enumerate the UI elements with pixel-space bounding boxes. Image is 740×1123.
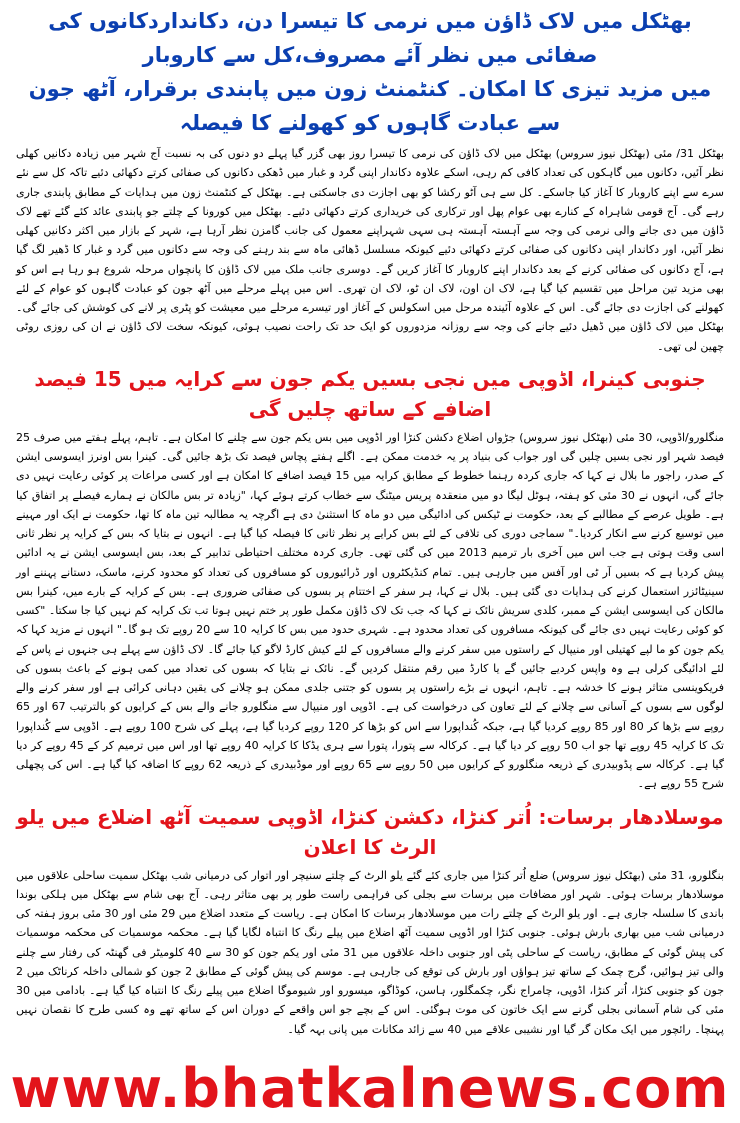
article-lockdown xyxy=(16,144,724,356)
article-bus-fare-paragraph: منگلورو/اڈوپی، 30 مئی (بھٹکل نیوز سروس) جڑواں اضلاع دکشن کنڑا اور اڈوپی میں بس یکم جون سے چلنے کا امکان ہے۔ تاہم، پہلے ہفتے میں صرف 25 فیصد شہر اور نجی بسیں چلیں گی اور جواب کی بنیاد پر یہ خدمت ممکن ہے۔ اگلے ہفتے پچاس فیصد تک بڑھ جائیں گی۔ کینرا بس اونرز ایسوسی ایشن کے صدر، راجور ما بلال نے کہا کہ جاری کردہ رہنما خطوط کے مطابق کرایہ میں 15 فیصد اضافے کا امکان ہے اور کسی مراعات پر کوئی رعایت نہیں دی جائے گی، انہوں نے 30 مئی کو ہفتہ، ہوٹل لیگا دو میں منعقدہ پریس میٹنگ سے خطاب کرتے ہوئے کہا، "زیادہ تر بس مالکان نے ہمارے فیصلے پر اتفاق کیا ہے۔ طویل عرصے کے مطالبے کے بعد، حکومت نے ٹیکس کی ادائیگی میں دو ماہ کا استثنیٰ دی ہے اگرچہ یہ مطالبہ تین ماہ کا تھا، حکومت نے ایک اور مہینے میں توسیع کرنے سے انکار کردیا۔" سماجی دوری کی تلافی کے لئے بس کرایے پر نظر ثانی کا فیصلہ کیا گیا ہے۔ انہوں نے بتایا کہ بس کے کرایہ پر نظر ثانی اسی وقت ہوتی ہے جب اس میں آخری بار ترمیم 2013 میں کی گئی تھی۔ جاری کردہ مختلف احتیاطی تدابیر کے بعد، بس ایسوسی ایشن نے یہ ادائیں پیش کردیا ہے کہ بسیں آر ٹی اور آفس میں جارہی ہیں۔ تمام کنڈیکٹروں اور ڈرائیوروں کو مسافروں کی تعداد کو محدود کرنے، ماسک، دستانے پہننے اور سینیٹائزر استعمال کرنے کی ہدایات دی گئی ہیں۔ بلال نے کہا، ہر سفر کے اختتام پر بسوں کی صفائی ضروری ہے۔ بس کے کرایہ کے بارے میں، کینرا بس مالکان کی ایسوسی ایشن کے ممبر، کلدی سریش نائک نے کہا کہ جب تک لاک ڈاؤن مکمل طور پر ختم نہیں ہوتا تب تک کرایہ کم نہیں کیا جا سکتا۔ "کسی کو کوئی رعایت نہیں دی جائے گی کیونکہ مسافروں کی تعداد محدود ہے۔ شہری حدود میں بس کا کرایہ 10 سے 20 روپے تک ہو گا۔" انہوں نے مزید کہا کہ یکم جون کو ما لپے کھتیلی اور منیپال کے راستوں میں سفر کرنے والے مسافروں کے لئے کیش کارڈ لاگو کیا جائے گا۔ لاک ڈاؤن سے پہلے ہی جنہوں نے پاس کے لئے ادائیگی کرلی ہے وہ واپس کردیے جائیں گے یا کارڈ میں رقم منتقل کردیں گے۔ نائک نے بتایا کہ بسوں کی تعداد میں کمی ہونے کے باعث بسوں کی فریکوینسی متاثر ہونے کا خدشہ ہے۔ تاہم، انہوں نے بڑے راستوں پر بسوں کو جتنی جلدی ممکن ہو چلانے کی یقین دہانی کرائی ہے اور سفر کرنے والے لوگوں سے بسوں کے آسانی سے چلانے کے لئے تعاون کی درخواست کی ہے۔ اڈوپی اور منیپال سے منگلورو جانے والے بس کے کرایوں کو بالترتیب 67 اور 65 روپے سے بڑھا کر 80 اور 85 روپے کردیا گیا ہے، جبکہ کُنداپورا سے اس کو بڑھا کر 120 روپے کردیا گیا ہے، پہلے کی شرح 100 روپے ہے۔ اڈوپی سے کُنداپورا تک کا کرایہ 45 روپے تھا جو اب 50 روپے کر دیا گیا ہے۔ کرکالہ سے پتورا، پتورا سے ہری یڈکا کا کرایہ 40 روپے تھا اور اس میں ترمیم کر کے 45 روپے کر دیا گیا ہے۔ کرکالہ سے پڈوبیدری کے ذریعہ منگلورو کے کرایوں میں 50 روپے سے 65 روپے اور موڈبیدری کے ذریعہ 62 روپے کا اضافہ کیا گیا ہے۔ اس کی پچھلی شرح 55 روپے ہے۔ xyxy=(16,430,725,791)
main-headline-line-2: میں مزید تیزی کا امکان۔ کنٹمنٹ زون میں پابندی برقرار، آٹھ جون سے عبادت گاہوں کو کھولنے کا فیصلہ xyxy=(28,77,712,135)
main-headline-line-1: بھٹکل میں لاک ڈاؤن میں نرمی کا تیسرا دن، دکانداردکانوں کی صفائی میں نظر آئے مصروف،کل سے کاروبار xyxy=(48,9,692,67)
article-rain-alert-paragraph: بنگلورو، 31 مئی (بھٹکل نیوز سروس) ضلع اُتر کنڑا میں جاری کئے گئے یلو الرٹ کے چلتے سنیچر اور اتوار کی درمیانی شب بھٹکل سمیت ساحلی علاقوں میں موسلادھار برسات ہوئی۔ شہر اور مضافات میں برسات سے بجلی کی فراہمی راست طور پر بھی متاثر رہی۔ آج بھی شام سے بھٹکل میں ہلکی بوندا باندی کا سلسلہ جاری ہے۔ اور یلو الرٹ کے چلتے رات میں موسلادھار برسات کا امکان ہے۔ ریاست کے متعدد اضلاع میں 29 مئی اور 30 مئی بروز ہفتہ کی درمیانی شب میں بھاری بارش ہوئی۔ جنوبی کنڑا اور اڈوپی سمیت آٹھ اضلاع میں پیلے رنگ کا انتباہ لگایا گیا ہے۔ محکمہ موسمیات کی محکمہ موسمیات کی پیش گوئی کے مطابق، ریاست کے ساحلی پٹی اور جنوبی داخلہ علاقوں میں 31 مئی اور یکم جون کو 30 سے 40 کلومیٹر فی گھنٹہ کی رفتار سے چلنے والی تیز ہوائیں، گرج چمک کے ساتھ تیز ہواؤں اور بارش کی توقع کی جارہی ہے۔ موسم کی پیش گوئی کے مطابق 2 جون کو شمالی داخلہ کرناٹک میں 2 جون کو جنوبی کنڑا، اُتر کنڑا، اڈوپی، چامراج نگر، چکمگلور، ہاسن، کوڈاگو، میسورو اور شیوموگا اضلاع میں پیلے رنگ کا انتباہ کیا گیا ہے۔ بادامی میں 30 مئی کی شام آسمانی بجلی گرنے سے ایک خاتون کی موت ہوگئی۔ اس کے بچے جو اس واقعے کے دوران اس کے ساتھ تھے وہ کسی طرح کا نقصان نہیں پہنچا۔ رائچور میں ایک مکان گر گیا اور نشیبی علاقے میں 40 سے زائد مکانات میں پانی بہہ گیا۔ xyxy=(16,868,724,1036)
subheadline-rain-alert: موسلادھار برسات: اُتر کنڑا، دکشن کنڑا، اڈوپی سمیت آٹھ اضلاع میں یلو الرٹ کا اعلان xyxy=(16,804,724,859)
article-lockdown-paragraph: بھٹکل 31/ مئی (بھٹکل نیوز سروس) بھٹکل میں لاک ڈاؤن کی نرمی کا تیسرا روز بھی گزر گیا پہلے دو دنوں کی بہ نسبت آج شہر میں زیادہ دکانیں کھلی نظر آئیں، دکانوں میں گاہکوں کی تعداد کافی کم رہی، اسکے علاوہ دکاندار اپنی گرد و غبار میں ڈھکی دکانوں کی صفائی کرتے دکھائی دئیے تاکہ کل سے نئے سرے سے اپنے کاروبار کا آغاز کیا جاسکے۔ کل سے ہی آٹو رکشا کو بھی اجازت دی جاسکتی ہے۔ بھٹکل کے کنٹمنٹ زون میں ہدایات کے مطابق پابندی جاری رہے گی۔ آج قومی شاہراہ کے کنارے بھی عوام پھل اور ترکاری کی خریداری کرتے دکھائی دئیے۔ بھٹکل میں کورونا کے چلتے جو پابندی عائد کئے گئے تھے لاک ڈاؤن میں دی جانے والی نرمی کی وجہ سے آہستہ آہستہ ہی سہی شہراپنے معمول کی جانب گامزن نظر آرہا ہے، شہر کے بازار میں اکثر دکانیں کھلی نظر آئیں، اور دکاندار اپنی دکانوں کی صفائی کرتے دکھائی دئیے کیونکہ مسلسل ڈھائی ماہ سے بند رہنے کی وجہ سے دکانوں میں گرد و غبار کا ڈھیر لگ گیا ہے، آج دکانوں کی صفائی کرنے کے بعد دکاندار اپنے کاروبار کا آغاز کریں گے۔ دوسری جانب ملک میں لاک ڈاؤن کا پانچواں مرحلہ شروع ہو رہا ہے اس کو بھی مزید تین مراحل میں تقسیم کیا گیا ہے، لاک ان اون، لاک ان ٹو، لاک ان تھری۔ اس میں پہلے مرحلے میں آٹھ جون کو عبادت گاہوں کو عوام کے لئے کھولنے کی اجازت دی جائے گی۔ اس کے علاوہ آئیندہ مرحل میں اسکولس کے آغاز اور تیسرے مرحلے میں معیشت کو پٹری پر لانے کی کوشش کی جائے گی۔ بھٹکل میں لاک ڈاؤن میں ڈھیل دئیے جانے کی وجہ سے روزانہ مزدوروں کو ایک حد تک راحت نصیب ہوئی، کیونکہ سخت لاک ڈاؤن نے ان کی روزی روٹی چھین لی تھی۔ xyxy=(16,147,724,353)
main-headline xyxy=(12,4,728,140)
article-bus-fare xyxy=(16,428,724,794)
article-rain-alert xyxy=(16,866,724,1039)
footer-banner xyxy=(0,1053,740,1123)
subheadline-bus-fare: جنوبی کینرا، اڈوپی میں نجی بسیں یکم جون سے کرایہ میں 15 فیصد اضافے کے ساتھ چلیں گی xyxy=(34,366,706,421)
website-url[interactable]: www.bhatkalnews.com xyxy=(10,1056,730,1120)
